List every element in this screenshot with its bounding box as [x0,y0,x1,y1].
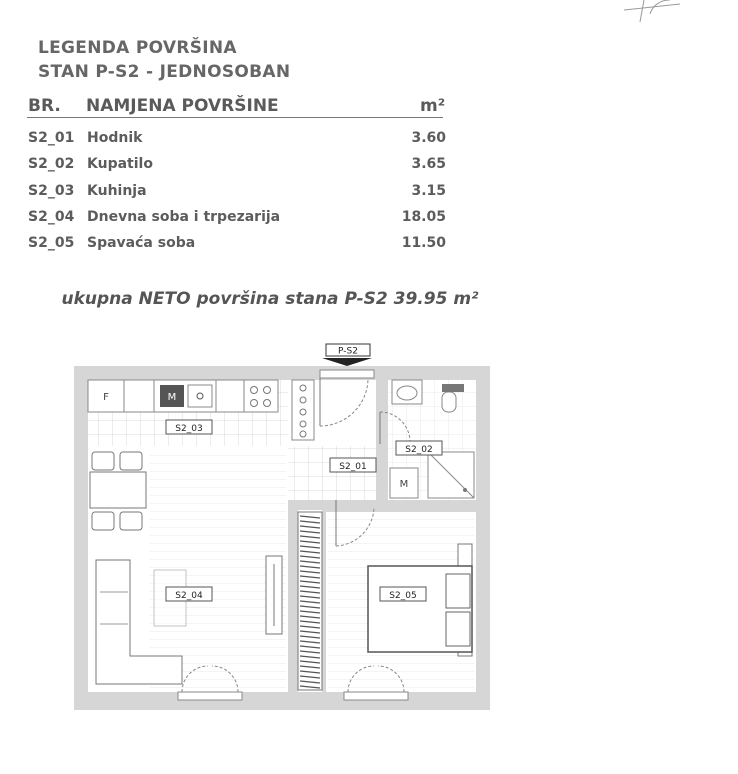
room-tag-label: S2_05 [389,591,417,601]
column-header-no: BR. [28,96,61,116]
column-header-area: m² [420,96,446,116]
room-name: Kuhinja [87,183,147,199]
room-area: 3.60 [411,130,446,146]
room-tag-s2-05 [380,587,426,601]
kitchen-counter [88,380,278,412]
room-tag-s2-01 [330,458,376,472]
room-tag-label: S2_03 [175,424,203,434]
hall-tiles [288,446,376,500]
washing-machine-label: M [399,479,409,490]
room-area: 18.05 [401,209,446,225]
wardrobe [298,512,322,690]
room-tag-s2-02 [396,441,442,455]
entrance-label: P-S2 [338,346,358,357]
room-id: S2_03 [28,183,75,199]
sink-icon [188,385,212,407]
room-tag-label: S2_01 [339,462,367,472]
fridge-label: F [103,392,109,403]
legend-title: LEGENDA POVRŠINA [38,38,237,58]
room-name: Hodnik [87,130,143,146]
room-area: 3.65 [411,156,446,172]
room-area: 11.50 [401,235,446,251]
room-tag-s2-03 [166,420,212,434]
room-tag-label: S2_02 [405,445,433,455]
column-header-name: NAMJENA POVRŠINE [86,96,279,116]
room-tag-label: S2_04 [175,591,203,601]
room-id: S2_05 [28,235,75,251]
room-id: S2_02 [28,156,75,172]
room-id: S2_04 [28,209,75,225]
legend-subtitle: STAN P-S2 - JEDNOSOBAN [38,62,291,82]
total-net-area: ukupna NETO površina stana P-S2 39.95 m² [61,289,479,309]
microwave-label: M [167,392,177,403]
toilet-icon [442,392,456,412]
hall-shelf [292,380,314,440]
room-tag-s2-04 [166,587,212,601]
room-name: Dnevna soba i trpezarija [87,209,281,225]
entrance-marker [322,344,372,366]
room-name: Spavaća soba [87,235,196,251]
room-name: Kupatilo [87,156,153,172]
room-area: 3.15 [411,183,446,199]
room-id: S2_01 [28,130,75,146]
